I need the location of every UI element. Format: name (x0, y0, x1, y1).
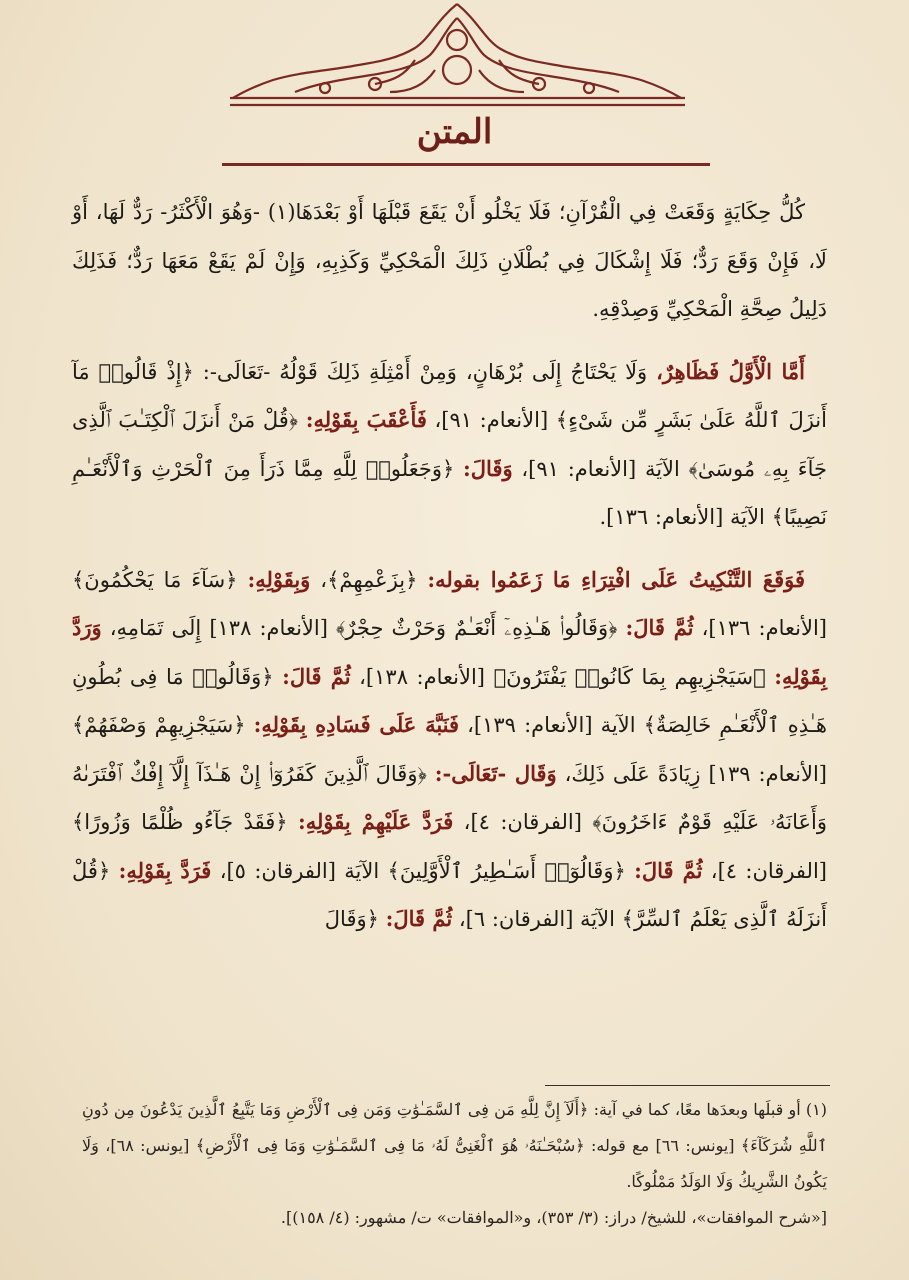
paragraph-2-lead: أَمَّا الْأَوَّلُ فَظَاهِرٌ، (656, 358, 805, 384)
paragraph-3-emph-5: فَنَبَّهَ عَلَى فَسَادِهِ بِقَوْلِهِ: (253, 712, 460, 737)
paragraph-3-emph-6: وَقَال -تَعَالَى-: (434, 760, 557, 786)
paragraph-2-text-1: وَلَا يَحْتَاجُ إِلَى بُرْهَانٍ، وَمِنْ أَمْثِلَةِ ذَلِكَ قَوْلُهُ -تَعَالَى-: ﴿إِذْ قَالُوا۟ مَآ أَنزَلَ ٱللَّهُ عَلَىٰ بَشَرٍ مِّن شَىْءٍ﴾ [الأنعام: ٩١]، (72, 359, 827, 432)
paragraph-3-emph-4: ثُمَّ قَالَ: (282, 663, 351, 689)
page-title: المتن (416, 112, 493, 152)
paragraph-3-emph-3: وَرَدَّ بِقَوْلِهِ: (72, 615, 827, 689)
paragraph-2 (72, 348, 827, 542)
paragraph-3 (72, 556, 827, 944)
paragraph-3-text-7: ﴿وَقَالَ ٱلَّذِينَ كَفَرُوٓا۟ إِنْ هَـٰذَآ إِلَّآ إِفْكٌ ٱفْتَرَىٰهُ وَأَعَانَهُۥ عَلَيْهِ قَوْمٌ ءَاخَرُونَ﴾ [الفرقان: ٤]، (72, 761, 827, 834)
footnote-divider (545, 1085, 830, 1086)
paragraph-2-emph-2: وَقَالَ: (463, 455, 513, 481)
paragraph-3-text-3: ﴿وَقَالُوا۟ هَـٰذِهِۦٓ أَنْعَـٰمٌ وَحَرْثٌ حِجْرٌ﴾ [الأنعام: ١٣٨] إِلَى تَمَامِهِ، (101, 616, 626, 640)
footnotes (82, 1092, 827, 1236)
paragraph-2-text-3: ﴿وَجَعَلُوا۟ لِلَّهِ مِمَّا ذَرَأَ مِنَ ٱلْحَرْثِ وَٱلْأَنْعَـٰمِ نَصِيبًا﴾ الآيَة [الأنعام: ١٣٦]. (72, 456, 827, 529)
paragraph-3-lead: فَوَقَعَ التَّنْكِيتُ عَلَى افْتِرَاءِ مَا زَعَمُوا بقوله: (427, 566, 805, 592)
paragraph-3-emph-1: وَبِقَوْلِهِ: (247, 566, 311, 592)
paragraph-3-text-8: ﴿فَقَدْ جَآءُو ظُلْمًا وَزُورًا﴾ [الفرقان: ٤]، (72, 810, 827, 883)
main-text (72, 188, 827, 944)
paragraph-3-emph-7: فَرَدَّ عَلَيْهِمْ بِقَوْلِهِ: (297, 809, 454, 834)
paragraph-3-text-11: ﴿وَقَالَ (324, 907, 386, 931)
footnote-1: (١) أو قبلَها وبعدَها معًا، كما في آية: ﴿أَلَآ إِنَّ لِلَّهِ مَن فِى ٱلسَّمَـٰوَٰتِ وَمَن فِى ٱلْأَرْضِ وَمَا يَتَّبِعُ ٱلَّذِينَ يَدْعُونَ مِن دُونِ ٱللَّهِ شُرَكَآءَ﴾ [يونس: ٦٦] مع قوله: ﴿سُبْحَـٰنَهُۥ هُوَ ٱلْغَنِىُّ لَهُۥ مَا فِى ٱلسَّمَـٰوَٰتِ وَمَا فِى ٱلْأَرْضِ﴾ [يونس: ٦٨]، وَلَا يَكُونُ الشَّرِيكُ وَلَا الوَلَدُ مَمْلُوكًا. (82, 1100, 827, 1191)
title-divider (222, 163, 710, 166)
ornamental-header-icon (225, 0, 690, 110)
paragraph-3-emph-2: ثُمَّ قَالَ: (625, 615, 694, 640)
paragraph-3-text-5: ﴿وَقَالُوا۟ مَا فِى بُطُونِ هَـٰذِهِ ٱلْأَنْعَـٰمِ خَالِصَةٌ﴾ الآية [الأنعام: ١٣٩]، (72, 664, 828, 737)
paragraph-3-text-9: ﴿وَقَالُوٓا۟ أَسَـٰطِيرُ ٱلْأَوَّلِينَ﴾ الآيَة [الفرقان: ٥]، (211, 858, 635, 883)
paragraph-1: كُلُّ حِكَايَةٍ وَقَعَتْ فِي الْقُرْآنِ؛ فَلَا يَخْلُو أَنْ يَقَعَ قَبْلَهَا أَوْ بَعْدَهَا(١) -وَهُوَ الْأَكْثَرُ- رَدٌّ لَهَا، أَوْ لَا، فَإِنْ وَقَعَ رَدٌّ؛ فَلَا إِشْكَالَ فِي بُطْلَانِ ذَلِكَ الْمَحْكِيِّ وَكَذِبِهِ، وَإِنْ لَمْ يَقَعْ مَعَهَا رَدٌّ؛ فَذَلِكَ دَلِيلُ صِحَّةِ الْمَحْكِيِّ وَصِدْقِهِ. (72, 200, 827, 321)
paragraph-2-emph-1: فَأَعْقَبَ بِقَوْلِهِ: (305, 407, 427, 432)
paragraph-3-emph-9: فَرَدَّ بِقَوْلِهِ: (118, 857, 212, 883)
paragraph-3-text-6: ﴿سَيَجْزِيهِمْ وَصْفَهُمْ﴾ [الأنعام: ١٣٩] زِيَادَةً عَلَى ذَلِكَ، (72, 713, 827, 786)
paragraph-3-text-4: ﴿سَيَجْزِيهِم بِمَا كَانُوا۟ يَفْتَرُونَ﴾ [الأنعام: ١٣٨]، (350, 664, 775, 689)
paragraph-3-text-1: ﴿بِزَعْمِهِمْ﴾، (310, 567, 428, 592)
paragraph-3-text-2: ﴿سَآءَ مَا يَحْكُمُونَ﴾ [الأنعام: ١٣٦]، (72, 567, 827, 640)
paragraph-3-text-10: ﴿قُلْ أَنزَلَهُ ٱلَّذِى يَعْلَمُ ٱلسِّرَّ﴾ الآيَة [الفرقان: ٦]، (72, 858, 827, 931)
paragraph-2-text-2: ﴿قُلْ مَنْ أَنزَلَ ٱلْكِتَـٰبَ ٱلَّذِى جَآءَ بِهِۦ مُوسَىٰ﴾ الآيَة [الأنعام: ٩١]، (72, 408, 827, 481)
paragraph-3-emph-10: ثُمَّ قَالَ: (385, 906, 453, 931)
footnote-source: [«شرح الموافقات»، للشيخ/ دراز: (٣/ ٣٥٣)، و«الموافقات» ت/ مشهور: (٤/ ١٥٨)]. (280, 1208, 827, 1227)
paragraph-3-emph-8: ثُمَّ قَالَ: (634, 857, 703, 883)
